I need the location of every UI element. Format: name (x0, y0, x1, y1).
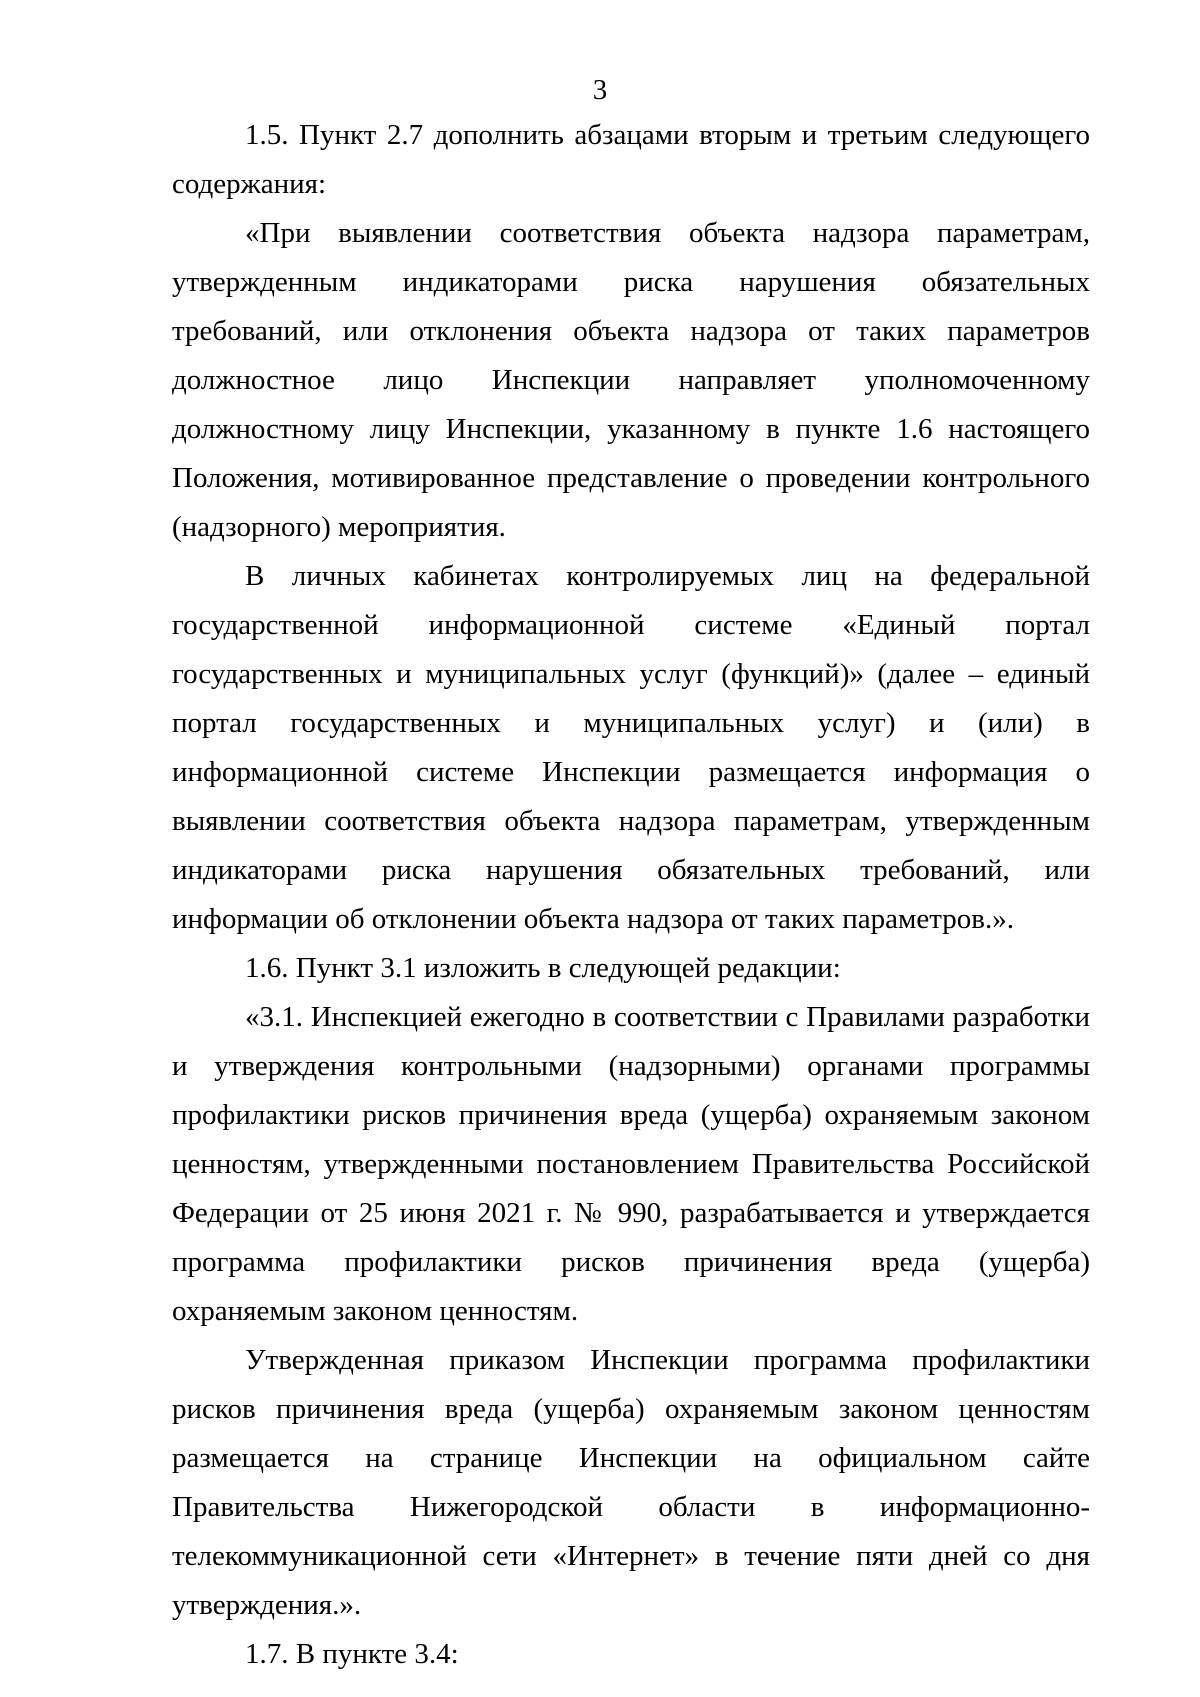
paragraph-1-7-intro: 1.7. В пункте 3.4: (245, 1638, 459, 1670)
paragraph-1-6-intro: 1.6. Пункт 3.1 изложить в следующей редакции: (245, 952, 841, 984)
page-number: 3 (592, 74, 608, 106)
paragraph-approved-program: Утвержденная приказом Инспекции программа профилактики рисков причинения вреда (ущерба) охраняемым законом ценностям размещается на странице Инспекции на официальном сайте Правительства Нижегородской области в информационно-телекоммуникационной сети «Интернет» в течение пяти дней со дня утверждения.». (172, 1344, 1090, 1621)
paragraph-personal-cabinets: В личных кабинетах контролируемых лиц на федеральной государственной информационной системе «Единый портал государственных и муниципальных услуг (функций)» (далее – единый портал государственных и муниципальных услуг) и (или) в информационной системе Инспекции размещается информация о выявлении соответствия объекта надзора параметрам, утвержденным индикаторами риска нарушения обязательных требований, или информации об отклонении объекта надзора от таких параметров.». (172, 560, 1090, 935)
paragraph-1-5-intro: 1.5. Пункт 2.7 дополнить абзацами вторым и третьим следующего содержания: (172, 119, 1090, 200)
paragraph-quote-indicators: «При выявлении соответствия объекта надзора параметрам, утвержденным индикаторами риска нарушения обязательных требований, или отклонения объекта надзора от таких параметров должностное лицо Инспекции направляет уполномоченному должностному лицу Инспекции, указанному в пункте 1.6 настоящего Положения, мотивированное представление о проведении контрольного (надзорного) мероприятия. (172, 217, 1090, 543)
paragraph-quote-3-1: «3.1. Инспекцией ежегодно в соответствии с Правилами разработки и утверждения контрольными (надзорными) органами программы профилактики рисков причинения вреда (ущерба) охраняемым законом ценностям, утвержденными постановлением Правительства Российской Федерации от 25 июня 2021 г. № 990, разрабатывается и утверждается программа профилактики рисков причинения вреда (ущерба) охраняемым законом ценностям. (172, 1001, 1090, 1327)
document-body (172, 111, 1090, 1679)
